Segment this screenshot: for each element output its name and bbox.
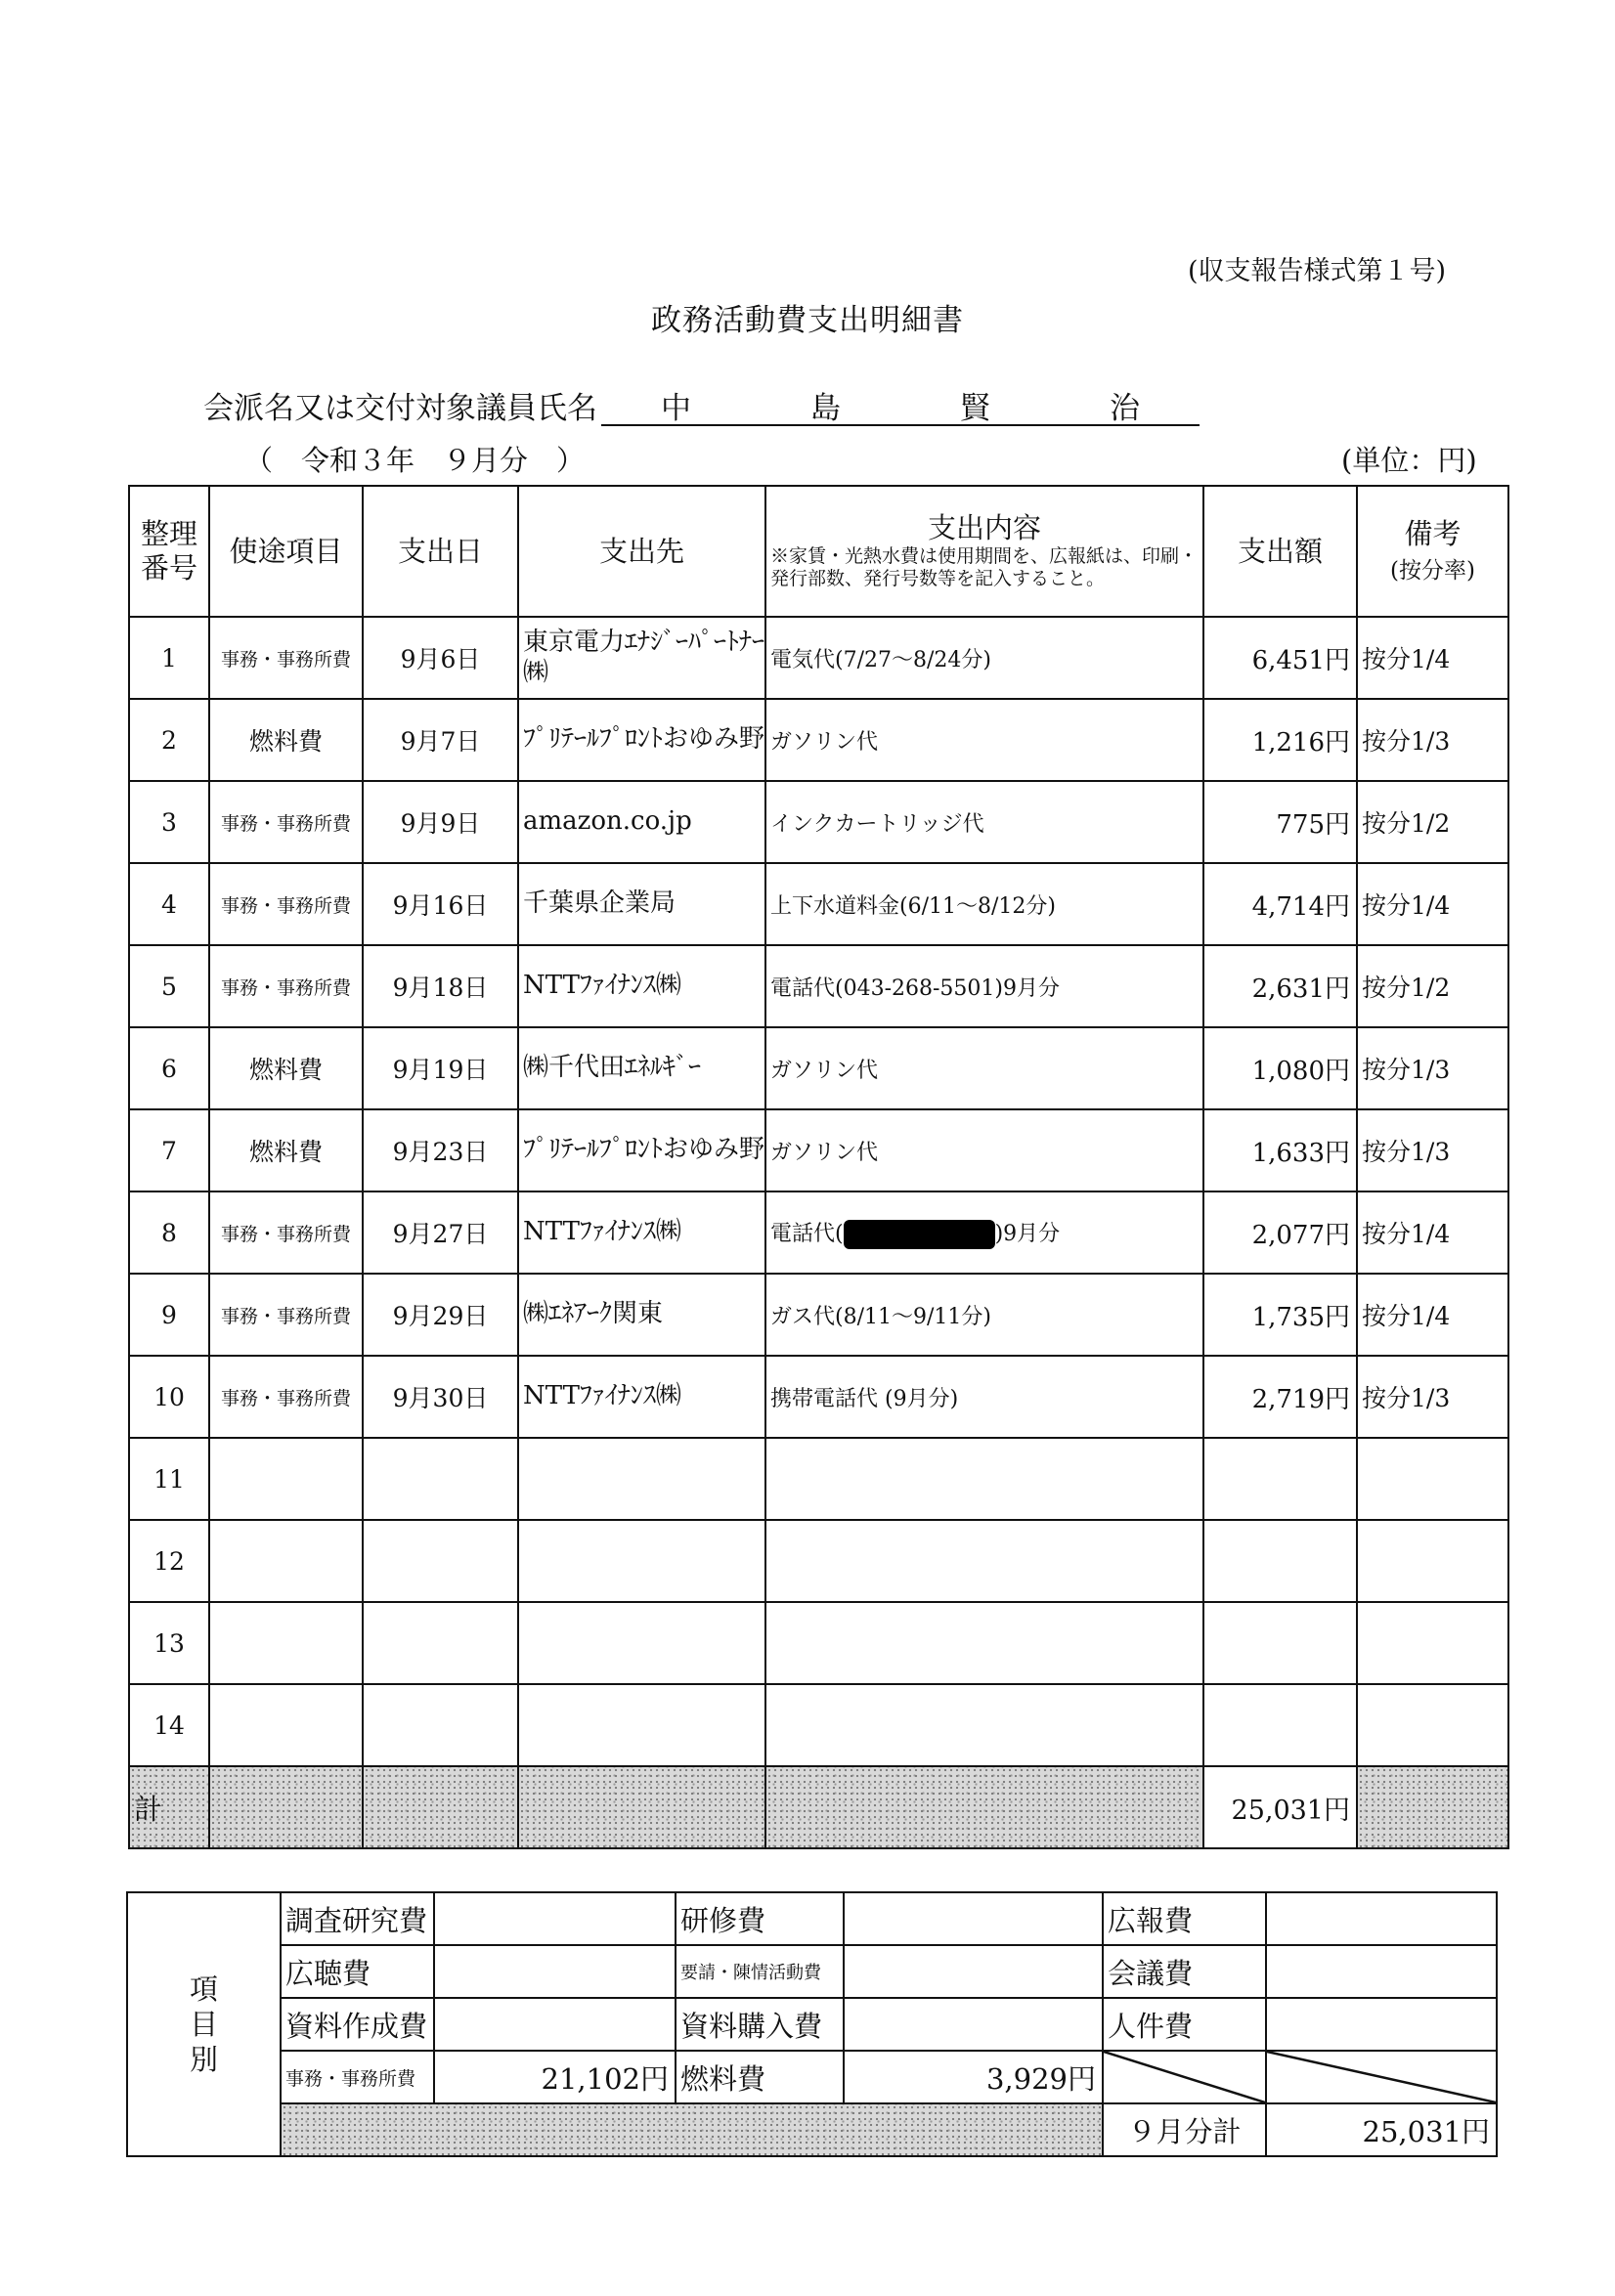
summary-petition-label: 要請・陳情活動費 [676, 1945, 844, 1998]
total-blank [1357, 1766, 1508, 1848]
row-amount [1203, 1438, 1357, 1520]
header-payee: 支出先 [518, 486, 765, 617]
row-category: 燃料費 [209, 1027, 363, 1109]
row-remarks: 按分1/3 [1357, 1356, 1508, 1438]
summary-month-total-label: ９月分計 [1103, 2103, 1266, 2156]
summary-side-label [127, 1892, 281, 2156]
row-payee: ㈱ｴﾈｱｰｸ関東 [518, 1274, 765, 1356]
redaction-block [844, 1220, 995, 1249]
summary-training-label: 研修費 [676, 1892, 844, 1945]
row-remarks [1357, 1520, 1508, 1602]
row-remarks: 按分1/4 [1357, 863, 1508, 945]
row-content [765, 1191, 1203, 1274]
summary-pr-label: 広報費 [1103, 1892, 1266, 1945]
row-payee: ﾌﾟﾘﾃｰﾙﾌﾟﾛﾝﾄおゆみ野 [518, 1109, 765, 1191]
row-payee: 東京電力ｴﾅｼﾞｰﾊﾟｰﾄﾅｰ㈱ [518, 617, 765, 699]
row-no: 3 [129, 781, 209, 863]
member-label: 会派名又は交付対象議員氏名 [203, 391, 597, 426]
row-content: 上下水道料金(6/11～8/12分) [765, 863, 1203, 945]
row-remarks [1357, 1438, 1508, 1520]
summary-research-label: 調査研究費 [281, 1892, 434, 1945]
header-remarks-title: 備考 [1404, 517, 1462, 551]
row-payee [518, 1602, 765, 1684]
row-amount: 6,451円 [1203, 617, 1357, 699]
row-date: 9月30日 [363, 1356, 518, 1438]
header-content-note: ※家賃・光熱水費は使用期間を、広報紙は、印刷・発行部数、発行号数等を記入すること。 [770, 544, 1199, 590]
row-date: 9月29日 [363, 1274, 518, 1356]
row-category [209, 1602, 363, 1684]
row-content: 携帯電話代 (9月分) [765, 1356, 1203, 1438]
row-no: 14 [129, 1684, 209, 1766]
total-blank [209, 1766, 363, 1848]
summary-personnel-label: 人件費 [1103, 1998, 1266, 2051]
row-content: インクカートリッジ代 [765, 781, 1203, 863]
row-payee [518, 1684, 765, 1766]
summary-materials-making-value [434, 1998, 676, 2051]
row-amount: 2,719円 [1203, 1356, 1357, 1438]
summary-petition-value [844, 1945, 1103, 1998]
row-no: 4 [129, 863, 209, 945]
row-remarks [1357, 1684, 1508, 1766]
row-date: 9月27日 [363, 1191, 518, 1274]
row-payee [518, 1520, 765, 1602]
row-content [765, 1684, 1203, 1766]
table-row [129, 699, 1508, 781]
row-payee: ﾌﾟﾘﾃｰﾙﾌﾟﾛﾝﾄおゆみ野 [518, 699, 765, 781]
row-date: 9月7日 [363, 699, 518, 781]
document-title: 政務活動費支出明細書 [651, 303, 964, 338]
row-payee: NTTﾌｧｲﾅﾝｽ㈱ [518, 1191, 765, 1274]
summary-month-total-value: 25,031円 [1266, 2103, 1497, 2156]
row-no: 2 [129, 699, 209, 781]
row-content: 電気代(7/27～8/24分) [765, 617, 1203, 699]
summary-materials-making-label: 資料作成費 [281, 1998, 434, 2051]
total-blank [518, 1766, 765, 1848]
row-date [363, 1438, 518, 1520]
total-row [129, 1766, 1508, 1848]
row-content-suffix: )9月分 [994, 1221, 1061, 1246]
row-remarks: 按分1/4 [1357, 617, 1508, 699]
total-label: 計 [129, 1766, 209, 1848]
row-content [765, 1520, 1203, 1602]
summary-meeting-value [1266, 1945, 1497, 1998]
row-payee: 千葉県企業局 [518, 863, 765, 945]
row-content-prefix: 電話代( [770, 1221, 844, 1246]
row-category: 事務・事務所費 [209, 781, 363, 863]
table-row [129, 1027, 1508, 1109]
summary-stipple-area [281, 2103, 1103, 2156]
row-content: 電話代(043-268-5501)9月分 [765, 945, 1203, 1027]
row-category [209, 1520, 363, 1602]
row-no: 7 [129, 1109, 209, 1191]
row-amount: 2,631円 [1203, 945, 1357, 1027]
row-content: ガソリン代 [765, 699, 1203, 781]
header-category: 使途項目 [209, 486, 363, 617]
row-amount [1203, 1684, 1357, 1766]
row-amount: 1,735円 [1203, 1274, 1357, 1356]
row-amount [1203, 1602, 1357, 1684]
row-remarks: 按分1/3 [1357, 1109, 1508, 1191]
row-date: 9月23日 [363, 1109, 518, 1191]
row-date: 9月16日 [363, 863, 518, 945]
table-row [129, 1356, 1508, 1438]
row-payee: amazon.co.jp [518, 781, 765, 863]
row-content [765, 1602, 1203, 1684]
table-row [129, 1191, 1508, 1274]
row-payee [518, 1438, 765, 1520]
row-no: 6 [129, 1027, 209, 1109]
member-name [601, 383, 1200, 426]
header-remarks [1357, 486, 1508, 617]
summary-materials-purchase-label: 資料購入費 [676, 1998, 844, 2051]
row-no: 1 [129, 617, 209, 699]
row-content: ガソリン代 [765, 1027, 1203, 1109]
row-category: 事務・事務所費 [209, 617, 363, 699]
row-date [363, 1684, 518, 1766]
table-row [129, 781, 1508, 863]
row-date [363, 1602, 518, 1684]
row-no: 12 [129, 1520, 209, 1602]
row-no: 11 [129, 1438, 209, 1520]
category-summary-table [126, 1891, 1498, 2157]
row-category: 事務・事務所費 [209, 1191, 363, 1274]
row-no: 8 [129, 1191, 209, 1274]
row-content: ガス代(8/11～9/11分) [765, 1274, 1203, 1356]
unit-label: (単位：円) [1341, 444, 1477, 477]
summary-pr-value [1266, 1892, 1497, 1945]
table-header-row [129, 486, 1508, 617]
row-amount: 775円 [1203, 781, 1357, 863]
summary-empty-diagonal [1103, 2051, 1266, 2103]
row-payee: NTTﾌｧｲﾅﾝｽ㈱ [518, 945, 765, 1027]
row-category: 事務・事務所費 [209, 1274, 363, 1356]
table-row [129, 617, 1508, 699]
row-amount: 1,633円 [1203, 1109, 1357, 1191]
row-content: ガソリン代 [765, 1109, 1203, 1191]
summary-office-label: 事務・事務所費 [281, 2051, 434, 2103]
row-date: 9月18日 [363, 945, 518, 1027]
summary-training-value [844, 1892, 1103, 1945]
row-date: 9月19日 [363, 1027, 518, 1109]
summary-hearing-label: 広聴費 [281, 1945, 434, 1998]
summary-meeting-label: 会議費 [1103, 1945, 1266, 1998]
row-category: 事務・事務所費 [209, 863, 363, 945]
header-content [765, 486, 1203, 617]
header-date: 支出日 [363, 486, 518, 617]
summary-materials-purchase-value [844, 1998, 1103, 2051]
header-no: 整理番号 [129, 486, 209, 617]
summary-office-value: 21,102円 [434, 2051, 676, 2103]
row-category [209, 1684, 363, 1766]
row-no: 5 [129, 945, 209, 1027]
row-amount: 4,714円 [1203, 863, 1357, 945]
total-blank [765, 1766, 1203, 1848]
row-category: 事務・事務所費 [209, 1356, 363, 1438]
row-payee: NTTﾌｧｲﾅﾝｽ㈱ [518, 1356, 765, 1438]
table-row [129, 1602, 1508, 1684]
summary-hearing-value [434, 1945, 676, 1998]
member-name-char: 中 [661, 391, 691, 426]
summary-empty-diagonal [1266, 2051, 1497, 2103]
row-remarks: 按分1/3 [1357, 1027, 1508, 1109]
row-remarks [1357, 1602, 1508, 1684]
header-content-title: 支出内容 [927, 510, 1041, 544]
header-remarks-sub: (按分率) [1390, 558, 1475, 584]
row-no: 9 [129, 1274, 209, 1356]
member-name-char: 治 [1110, 391, 1140, 426]
row-payee: ㈱千代田ｴﾈﾙｷﾞｰ [518, 1027, 765, 1109]
row-amount: 1,080円 [1203, 1027, 1357, 1109]
row-remarks: 按分1/2 [1357, 781, 1508, 863]
row-amount [1203, 1520, 1357, 1602]
expense-table [128, 485, 1509, 1849]
form-number: (収支報告様式第１号) [1188, 256, 1447, 286]
row-no: 10 [129, 1356, 209, 1438]
summary-side-text: 項目別 [189, 1971, 218, 2077]
member-name-char: 賢 [960, 391, 990, 426]
total-blank [363, 1766, 518, 1848]
summary-research-value [434, 1892, 676, 1945]
summary-personnel-value [1266, 1998, 1497, 2051]
row-category: 燃料費 [209, 699, 363, 781]
row-category: 燃料費 [209, 1109, 363, 1191]
row-no: 13 [129, 1602, 209, 1684]
summary-fuel-value: 3,929円 [844, 2051, 1103, 2103]
header-amount: 支出額 [1203, 486, 1357, 617]
table-row [129, 1274, 1508, 1356]
table-row [129, 945, 1508, 1027]
row-category [209, 1438, 363, 1520]
row-remarks: 按分1/4 [1357, 1191, 1508, 1274]
row-date [363, 1520, 518, 1602]
table-row [129, 1438, 1508, 1520]
summary-fuel-label: 燃料費 [676, 2051, 844, 2103]
member-name-char: 島 [810, 391, 841, 426]
row-content [765, 1438, 1203, 1520]
total-amount: 25,031円 [1203, 1766, 1357, 1848]
table-row [129, 1520, 1508, 1602]
period: （ 令和３年 ９月分 ） [244, 444, 586, 477]
table-row [129, 1684, 1508, 1766]
table-row [129, 863, 1508, 945]
row-date: 9月6日 [363, 617, 518, 699]
row-remarks: 按分1/4 [1357, 1274, 1508, 1356]
row-remarks: 按分1/2 [1357, 945, 1508, 1027]
row-amount: 2,077円 [1203, 1191, 1357, 1274]
table-row [129, 1109, 1508, 1191]
row-date: 9月9日 [363, 781, 518, 863]
row-category: 事務・事務所費 [209, 945, 363, 1027]
row-amount: 1,216円 [1203, 699, 1357, 781]
row-remarks: 按分1/3 [1357, 699, 1508, 781]
